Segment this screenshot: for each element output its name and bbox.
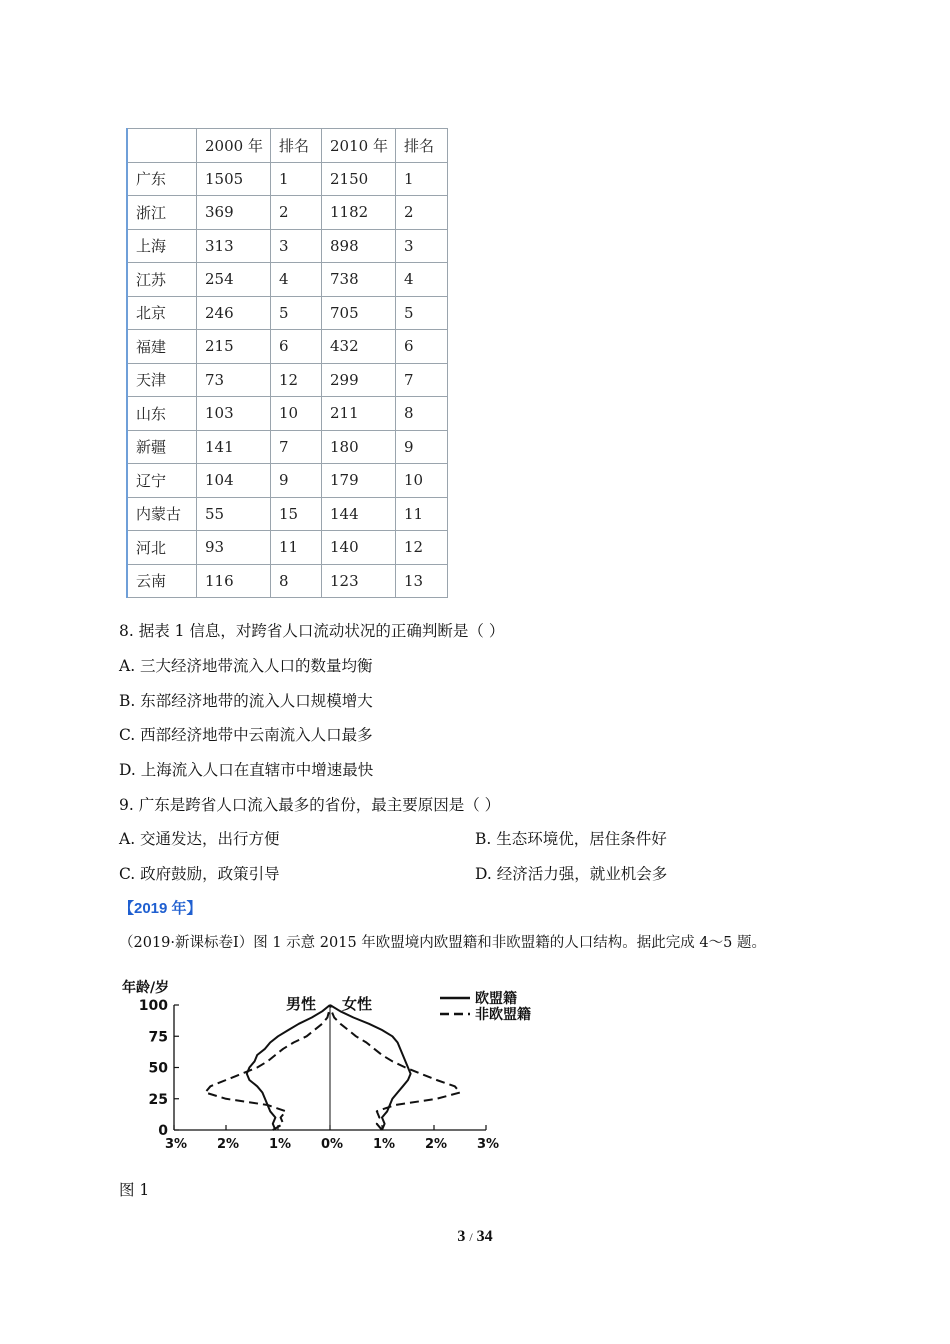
value-cell: 1182	[322, 196, 396, 230]
male-label: 男性	[286, 995, 317, 1013]
value-cell: 246	[197, 296, 271, 330]
value-cell: 8	[396, 397, 448, 431]
question-8-option-a: A. 三大经济地带流入人口的数量均衡	[119, 657, 373, 675]
table-row	[127, 531, 448, 565]
value-cell: 2	[271, 196, 322, 230]
value-cell: 13	[396, 564, 448, 598]
value-cell: 2	[396, 196, 448, 230]
chart-axes	[174, 1005, 486, 1130]
province-cell: 广东	[127, 162, 197, 196]
value-cell: 4	[271, 263, 322, 297]
value-cell: 93	[197, 531, 271, 565]
x-tick-label: 0%	[320, 1137, 344, 1152]
chart-series	[205, 1005, 460, 1130]
table-header-cell: 排名	[396, 129, 448, 163]
province-cell: 新疆	[127, 430, 197, 464]
question-9-option-d: D. 经济活力强，就业机会多	[475, 865, 668, 883]
value-cell: 211	[322, 397, 396, 431]
value-cell: 15	[271, 497, 322, 531]
question-8-stem: 8. 据表 1 信息，对跨省人口流动状况的正确判断是（ ）	[119, 622, 505, 640]
value-cell: 12	[396, 531, 448, 565]
value-cell: 1	[271, 162, 322, 196]
value-cell: 3	[271, 229, 322, 263]
province-cell: 天津	[127, 363, 197, 397]
value-cell: 12	[271, 363, 322, 397]
table-body	[127, 162, 448, 598]
value-cell: 104	[197, 464, 271, 498]
province-cell: 北京	[127, 296, 197, 330]
value-cell: 7	[271, 430, 322, 464]
province-cell: 上海	[127, 229, 197, 263]
section-title: 【2019 年】	[119, 900, 202, 917]
table-row	[127, 229, 448, 263]
value-cell: 9	[271, 464, 322, 498]
value-cell: 898	[322, 229, 396, 263]
value-cell: 738	[322, 263, 396, 297]
series-non-eu-male-line	[205, 1005, 330, 1130]
question-9-stem: 9. 广东是跨省人口流入最多的省份，最主要原因是（ ）	[119, 796, 501, 814]
page-current: 3	[457, 1228, 466, 1245]
value-cell: 313	[197, 229, 271, 263]
x-tick-label: 2%	[424, 1137, 448, 1152]
value-cell: 1	[396, 162, 448, 196]
question-9-option-a: A. 交通发达，出行方便	[119, 830, 280, 848]
province-cell: 山东	[127, 397, 197, 431]
question-8-option-c: C. 西部经济地带中云南流入人口最多	[119, 726, 373, 744]
value-cell: 9	[396, 430, 448, 464]
table-header-cell: 2000 年	[197, 129, 271, 163]
value-cell: 299	[322, 363, 396, 397]
value-cell: 11	[396, 497, 448, 531]
province-cell: 内蒙古	[127, 497, 197, 531]
value-cell: 369	[197, 196, 271, 230]
y-tick-label: 100	[138, 998, 168, 1014]
series-non-eu-female-line	[330, 1005, 460, 1130]
legend-eu: 欧盟籍	[475, 991, 517, 1007]
table-header-cell: 排名	[271, 129, 322, 163]
table-row	[127, 296, 448, 330]
table-row	[127, 497, 448, 531]
series-eu-male-line	[247, 1005, 330, 1130]
value-cell: 116	[197, 564, 271, 598]
question-8-option-d: D. 上海流入人口在直辖市中增速最快	[119, 761, 374, 779]
x-tick-label: 1%	[372, 1137, 396, 1152]
y-axis-label: 年龄/岁	[122, 980, 170, 996]
page-footer	[0, 1228, 950, 1246]
value-cell: 7	[396, 363, 448, 397]
province-cell: 浙江	[127, 196, 197, 230]
value-cell: 140	[322, 531, 396, 565]
question-9-option-c: C. 政府鼓励，政策引导	[119, 865, 280, 883]
section-intro: （2019·新课标卷Ⅰ）图 1 示意 2015 年欧盟境内欧盟籍和非欧盟籍的人口结构。据此完成 4～5 题。	[119, 935, 766, 951]
series-eu-female-line	[330, 1005, 411, 1130]
value-cell: 254	[197, 263, 271, 297]
chart-ticks	[139, 998, 499, 1152]
province-cell: 云南	[127, 564, 197, 598]
x-tick-label: 1%	[268, 1137, 292, 1152]
page-separator: /	[469, 1230, 473, 1244]
value-cell: 1505	[197, 162, 271, 196]
value-cell: 180	[322, 430, 396, 464]
value-cell: 215	[197, 330, 271, 364]
value-cell: 432	[322, 330, 396, 364]
value-cell: 5	[396, 296, 448, 330]
x-tick-label: 3%	[164, 1137, 188, 1152]
y-tick-label: 75	[148, 1029, 168, 1046]
province-cell: 河北	[127, 531, 197, 565]
value-cell: 73	[197, 363, 271, 397]
question-8-option-b: B. 东部经济地带的流入人口规模增大	[119, 692, 373, 710]
table-row	[127, 464, 448, 498]
table-row	[127, 162, 448, 196]
value-cell: 5	[271, 296, 322, 330]
value-cell: 10	[271, 397, 322, 431]
table-row	[127, 430, 448, 464]
value-cell: 144	[322, 497, 396, 531]
value-cell: 141	[197, 430, 271, 464]
value-cell: 179	[322, 464, 396, 498]
value-cell: 8	[271, 564, 322, 598]
y-tick-label: 0	[158, 1123, 168, 1139]
value-cell: 4	[396, 263, 448, 297]
table-header-row	[127, 129, 448, 163]
table-row	[127, 564, 448, 598]
page-total: 34	[476, 1228, 493, 1245]
value-cell: 2150	[322, 162, 396, 196]
value-cell: 123	[322, 564, 396, 598]
y-tick-label: 25	[148, 1091, 168, 1108]
population-table	[126, 128, 448, 598]
table-header-cell: 2010 年	[322, 129, 396, 163]
province-cell: 福建	[127, 330, 197, 364]
population-pyramid-chart	[110, 975, 570, 1165]
x-tick-label: 2%	[216, 1137, 240, 1152]
question-9-option-b: B. 生态环境优，居住条件好	[475, 830, 667, 848]
y-tick-label: 50	[148, 1060, 168, 1077]
value-cell: 11	[271, 531, 322, 565]
value-cell: 3	[396, 229, 448, 263]
table-row	[127, 196, 448, 230]
x-tick-label: 3%	[476, 1137, 500, 1152]
table-header-cell	[127, 129, 197, 163]
value-cell: 6	[396, 330, 448, 364]
value-cell: 705	[322, 296, 396, 330]
table-row	[127, 263, 448, 297]
value-cell: 103	[197, 397, 271, 431]
value-cell: 10	[396, 464, 448, 498]
table-row	[127, 363, 448, 397]
table-row	[127, 330, 448, 364]
value-cell: 55	[197, 497, 271, 531]
province-cell: 辽宁	[127, 464, 197, 498]
table-row	[127, 397, 448, 431]
figure-caption: 图 1	[119, 1181, 150, 1199]
female-label: 女性	[342, 995, 373, 1013]
legend-non-eu: 非欧盟籍	[475, 1007, 531, 1023]
province-cell: 江苏	[127, 263, 197, 297]
value-cell: 6	[271, 330, 322, 364]
